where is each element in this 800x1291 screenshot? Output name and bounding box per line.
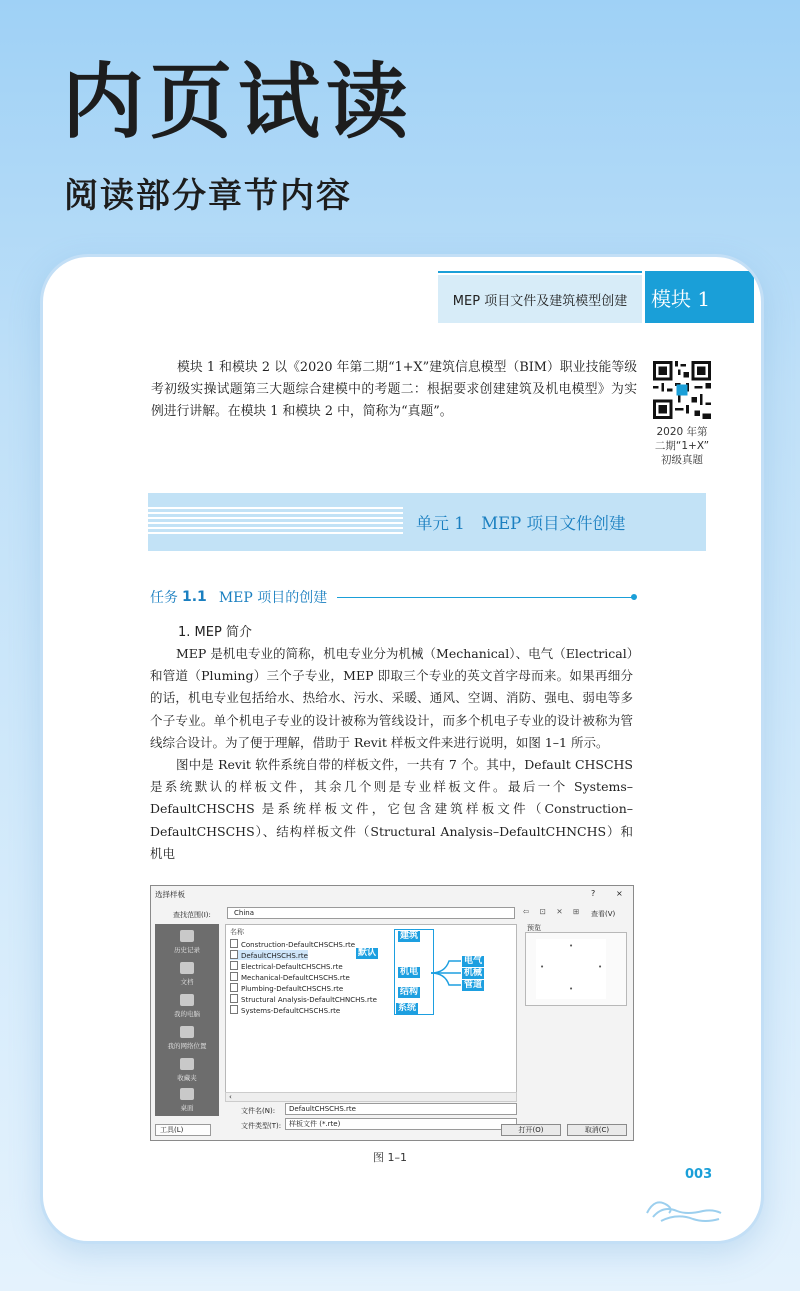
intro-paragraph: 模块 1 和模块 2 以《2020 年第二期“1+X”建筑信息模型（BIM）职业技能等级考初级实操试题第三大题综合建模中的考题二：根据要求创建建筑及机电模型》为实例进行讲解。在模块 1 和模块 2 中，简称为“真题”。 [151, 360, 637, 419]
page-number: 003 [685, 1167, 713, 1182]
look-in-select[interactable]: China [227, 907, 515, 919]
filename-input[interactable]: DefaultCHSCHS.rte [285, 1103, 517, 1115]
list-item[interactable]: Mechanical-DefaultCHSCHS.rte [230, 972, 350, 982]
view-menu[interactable]: 查看(V) [591, 910, 616, 918]
list-item[interactable]: Construction-DefaultCHSCHS.rte [230, 939, 355, 949]
qr-caption-line: 二期“1+X” [654, 440, 710, 452]
task-rule [337, 597, 634, 598]
help-icon[interactable]: ? [591, 889, 596, 898]
task-number: 1.1 [182, 589, 207, 605]
place-documents[interactable] [155, 962, 219, 986]
qr-caption-line: 初级真题 [661, 454, 703, 466]
network-icon [180, 1026, 194, 1038]
place-computer[interactable] [155, 994, 219, 1018]
qr-caption-line: 2020 年第 [656, 426, 708, 438]
body-text [150, 643, 633, 865]
annotation-structure: 结构 [400, 987, 419, 997]
cancel-button[interactable]: 取消(C) [567, 1124, 627, 1136]
hero-subtitle: 阅读部分章节内容 [64, 176, 352, 216]
qr-caption [641, 425, 723, 467]
place-desktop[interactable] [155, 1088, 219, 1112]
place-label: 我的电脑 [174, 1010, 200, 1018]
place-label: 文档 [180, 978, 194, 986]
annotation-architecture: 建筑 [400, 931, 419, 941]
figure-caption: 图 1–1 [373, 1151, 407, 1164]
place-favorites[interactable] [155, 1058, 219, 1082]
open-button[interactable]: 打开(O) [501, 1124, 561, 1136]
unit-banner-stripes [148, 507, 403, 537]
documents-icon [180, 962, 194, 974]
annotation-mechanical: 机械 [464, 968, 483, 978]
header-rule [438, 271, 642, 273]
unit-banner [148, 493, 706, 551]
module-tab: 模块 1 [642, 271, 754, 323]
annotation-mep: 机电 [400, 967, 419, 977]
preview-image: • • • • [536, 939, 606, 999]
look-in-label: 查找范围(I): [173, 911, 211, 919]
favorites-icon [180, 1058, 194, 1070]
body-paragraph: 图中是 Revit 软件系统自带的样板文件，一共有 7 个。其中，Default CHSCHS 是系统默认的样板文件，其余几个则是专业样板文件。最后一个 Systems–DefaultCHSCHS 是系统样板文件，它包含建筑样板文件（Construction–DefaultCHSCHS）、结构样板文件（Structural Analysis–DefaultCHNCHS）和机电 [150, 757, 633, 861]
list-item[interactable]: Structural Analysis-DefaultCHNCHS.rte [230, 994, 377, 1004]
wave-icon [643, 1183, 723, 1223]
chapter-header: MEP 项目文件及建筑模型创建 [438, 275, 642, 323]
body-paragraph: MEP 是机电专业的简称，机电专业分为机械（Mechanical）、电气（Electrical）和管道（Pluming）三个子专业，MEP 即取三个专业的英文首字母而来。如果再细分的话，机电专业包括给水、热给水、污水、采暖、通风、空调、消防、强电、弱电等多个子专业。单个机电子专业的设计被称为管线设计，而多个机电子专业的设计被称为管线综合设计。为了便于理解，借助于 Revit 样板文件来进行说明，如图 1–1 所示。 [150, 646, 633, 750]
page-preview-card [40, 254, 764, 1244]
dialog-title: 选择样板 [155, 890, 185, 899]
list-item[interactable]: Systems-DefaultCHSCHS.rte [230, 1005, 340, 1015]
close-icon[interactable]: × [616, 889, 623, 898]
list-item[interactable]: Plumbing-DefaultCHSCHS.rte [230, 983, 343, 993]
section-heading: 1. MEP 简介 [178, 625, 252, 640]
task-heading [150, 587, 634, 607]
desktop-icon [180, 1088, 194, 1100]
hero-title: 内页试读 [62, 55, 415, 150]
task-label: 任务 [150, 590, 178, 606]
tools-button[interactable]: 工具(L) [155, 1124, 211, 1136]
name-column-header[interactable]: 名称 [230, 928, 244, 936]
file-list [225, 924, 517, 1094]
annotation-arrows [431, 955, 465, 995]
computer-icon [180, 994, 194, 1006]
place-label: 桌面 [180, 1104, 194, 1112]
unit-title: 单元 1 MEP 项目文件创建 [416, 514, 626, 533]
horizontal-scrollbar[interactable]: ‹ [225, 1092, 517, 1102]
annotation-default: 默认 [358, 948, 377, 958]
filetype-select[interactable]: 样板文件 (*.rte) [285, 1118, 517, 1130]
preview-label: 预览 [527, 924, 541, 932]
place-history[interactable] [155, 930, 219, 954]
annotation-systems: 系统 [398, 1003, 417, 1013]
filetype-label: 文件类型(T): [241, 1122, 282, 1130]
place-label: 收藏夹 [177, 1074, 197, 1082]
list-item[interactable]: Electrical-DefaultCHSCHS.rte [230, 961, 343, 971]
list-item[interactable]: DefaultCHSCHS.rte [230, 950, 308, 960]
annotation-electrical: 电气 [464, 956, 483, 966]
place-label: 历史记录 [174, 946, 200, 954]
place-network[interactable] [155, 1026, 219, 1050]
task-name: MEP 项目的创建 [218, 590, 328, 606]
template-dialog-screenshot [150, 885, 634, 1141]
nav-toolbar-icons[interactable]: ⇦ ⊡ ✕ ⊞ [523, 907, 584, 916]
places-bar [155, 924, 219, 1116]
preview-pane [525, 932, 627, 1006]
filename-label: 文件名(N): [241, 1107, 276, 1115]
history-icon [180, 930, 194, 942]
place-label: 我的网络位置 [167, 1042, 207, 1050]
annotation-plumbing: 管道 [464, 980, 483, 990]
qr-code-icon [653, 361, 711, 419]
